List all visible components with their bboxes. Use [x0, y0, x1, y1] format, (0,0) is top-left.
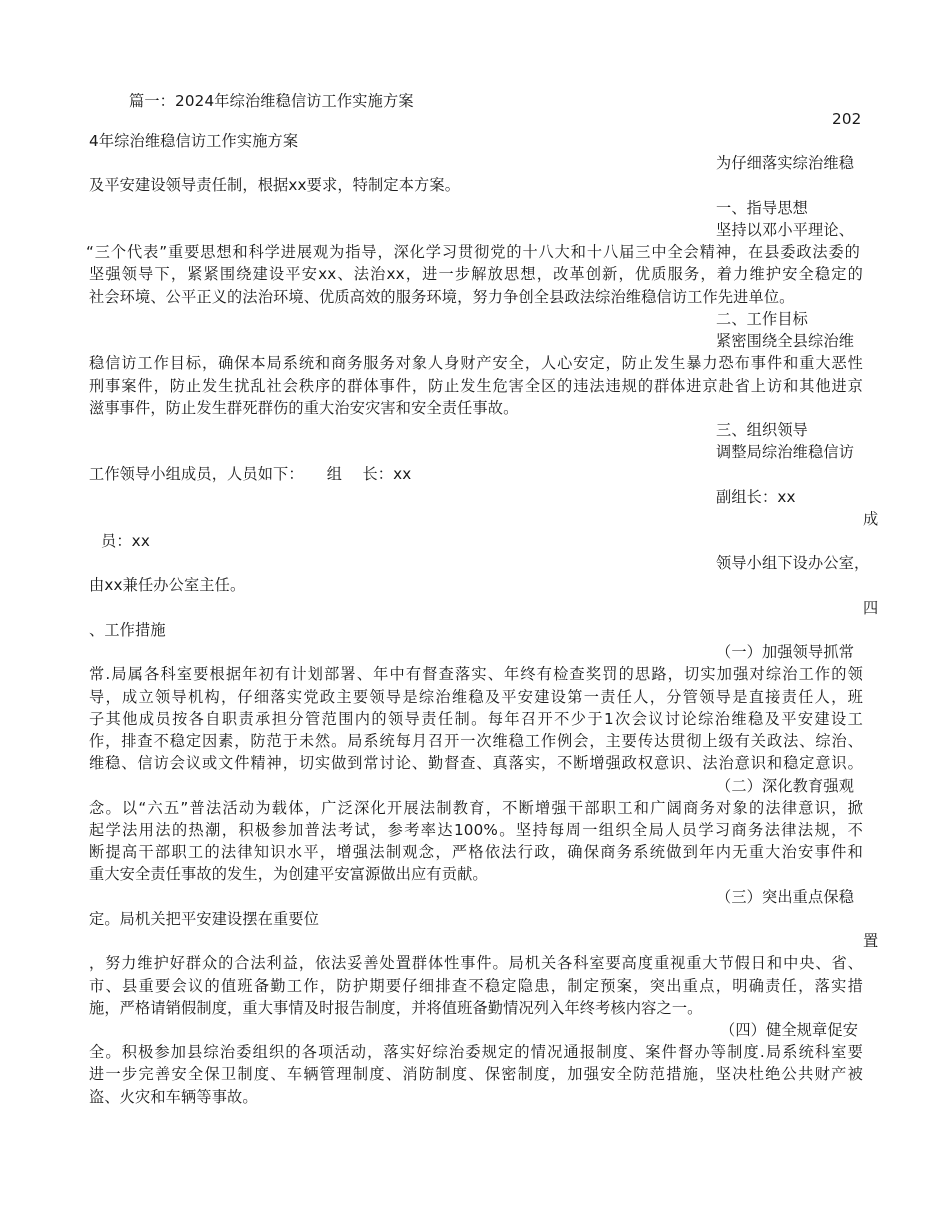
text-line: 定。局机关把平安建设摆在重要位: [89, 910, 320, 928]
text-line: 进一步完善安全保卫制度、车辆管理制度、消防制度、保密制度，加强安全防范措施，坚决杜绝公共财产被: [89, 1065, 863, 1083]
text-line: 领导小组下设办公室，: [716, 554, 870, 572]
text-line: 及平安建设领导责任制，根据xx要求，特制定本方案。: [89, 176, 461, 194]
section-heading: 一、指导思想: [716, 199, 809, 217]
subsection-heading: （二）深化教育强观: [716, 777, 855, 795]
text-line: 导，成立领导机构，仔细落实党政主要领导是综治维稳及平安建设第一责任人，分管领导是直接责任人，班: [89, 688, 863, 706]
text-line: 断提高干部职工的法律知识水平，增强法制观念，严格依法行政，确保商务系统做到年内无重大治安事件和: [89, 843, 863, 861]
text-line: “三个代表”重要思想和科学进展观为指导，深化学习贯彻党的十八大和十八届三中全会精神，在县委政法委的: [86, 243, 860, 261]
text-line: 常.局属各科室要根据年初有计划部署、年中有督查落实、年终有检查奖罚的思路，切实加强对综治工作的领: [89, 665, 863, 683]
text-line: 社会环境、公平正义的法治环境、优质高效的服务环境，努力争创全县政法综治维稳信访工作先进单位。: [89, 288, 795, 306]
subsection-heading: （一）加强领导抓常: [716, 643, 855, 661]
text-line: 置: [863, 932, 879, 950]
text-line: ，努力维护好群众的合法利益，依法妥善处置群体性事件。局机关各科室要高度重视重大节假日和中央、省、: [89, 954, 863, 972]
text-line: 员：xx: [101, 532, 150, 550]
text-line: 盗、火灾和车辆等事故。: [89, 1088, 258, 1106]
text-line: 稳信访工作目标，确保本局系统和商务服务对象人身财产安全，人心安定，防止发生暴力恐布事件和重大恶性: [89, 354, 863, 372]
text-line: 4年综治维稳信访工作实施方案: [89, 132, 299, 150]
text-line: 调整局综治维稳信访: [716, 443, 855, 461]
section-heading: 二、工作目标: [716, 310, 809, 328]
text-line: 成: [863, 510, 879, 528]
text-line: 坚强领导下，紧紧围绕建设平安xx、法治xx，进一步解放思想，改革创新，优质服务，着力维护安全稳定的: [89, 265, 863, 283]
text-line: 202: [832, 110, 862, 128]
text-line: 全。积极参加县综治委组织的各项活动，落实好综治委规定的情况通报制度、案件督办等制度.局系统科室要: [89, 1043, 863, 1061]
text-line: 刑事案件，防止发生扰乱社会秩序的群体事件，防止发生危害全区的违法违规的群体进京赴省上访和其他进京: [89, 377, 863, 395]
text-line: 起学法用法的热潮，积极参加普法考试，参考率达100%。坚持每周一组织全局人员学习商务法律法规，不: [89, 821, 863, 839]
subsection-heading: （四）健全规章促安: [720, 1021, 859, 1039]
text-line: 工作领导小组成员，人员如下： 组 长：xx: [89, 465, 412, 483]
text-line: 施，严格请销假制度，重大事情及时报告制度，并将值班备勤情况列入年终考核内容之一。: [89, 999, 703, 1017]
section-heading: 、工作措施: [89, 621, 166, 639]
text-line: 重大安全责任事故的发生，为创建平安富源做出应有贡献。: [89, 865, 488, 883]
text-line: 维稳、信访会议或文件精神，切实做到常讨论、勤督查、真落实，不断增强政权意识、法治意识和稳定意识。: [89, 754, 863, 772]
text-line: 滋事事件，防止发生群死群伤的重大治安灾害和安全责任事故。: [89, 399, 519, 417]
text-line: 由xx兼任办公室主任。: [89, 576, 246, 594]
text-line: 副组长：xx: [716, 488, 796, 506]
text-line: 念。以“六五”普法活动为载体，广泛深化开展法制教育，不断增强干部职工和广阔商务对象的法律意识，掀: [89, 799, 863, 817]
text-line: 市、县重要会议的值班备勤工作，防护期要仔细排查不稳定隐患，制定预案，突出重点，明确责任，落实措: [89, 977, 863, 995]
text-line: 紧密围绕全县综治维: [716, 332, 855, 350]
section-heading: 三、组织领导: [716, 421, 809, 439]
subsection-heading: （三）突出重点保稳: [716, 888, 855, 906]
text-line: 坚持以邓小平理论、: [716, 221, 855, 239]
text-line: 为仔细落实综治维稳: [716, 154, 855, 172]
text-line: 作，排查不稳定因素，防范于未然。局系统每月召开一次维稳工作例会，主要传达贯彻上级有关政法、综治、: [89, 732, 863, 750]
text-line: 子其他成员按各自职责承担分管范围内的领导责任制。每年召开不少于1次会议讨论综治维稳及平安建设工: [89, 710, 863, 728]
document-title: 篇一：2024年综治维稳信访工作实施方案: [129, 92, 414, 110]
text-line: 四: [863, 599, 879, 617]
